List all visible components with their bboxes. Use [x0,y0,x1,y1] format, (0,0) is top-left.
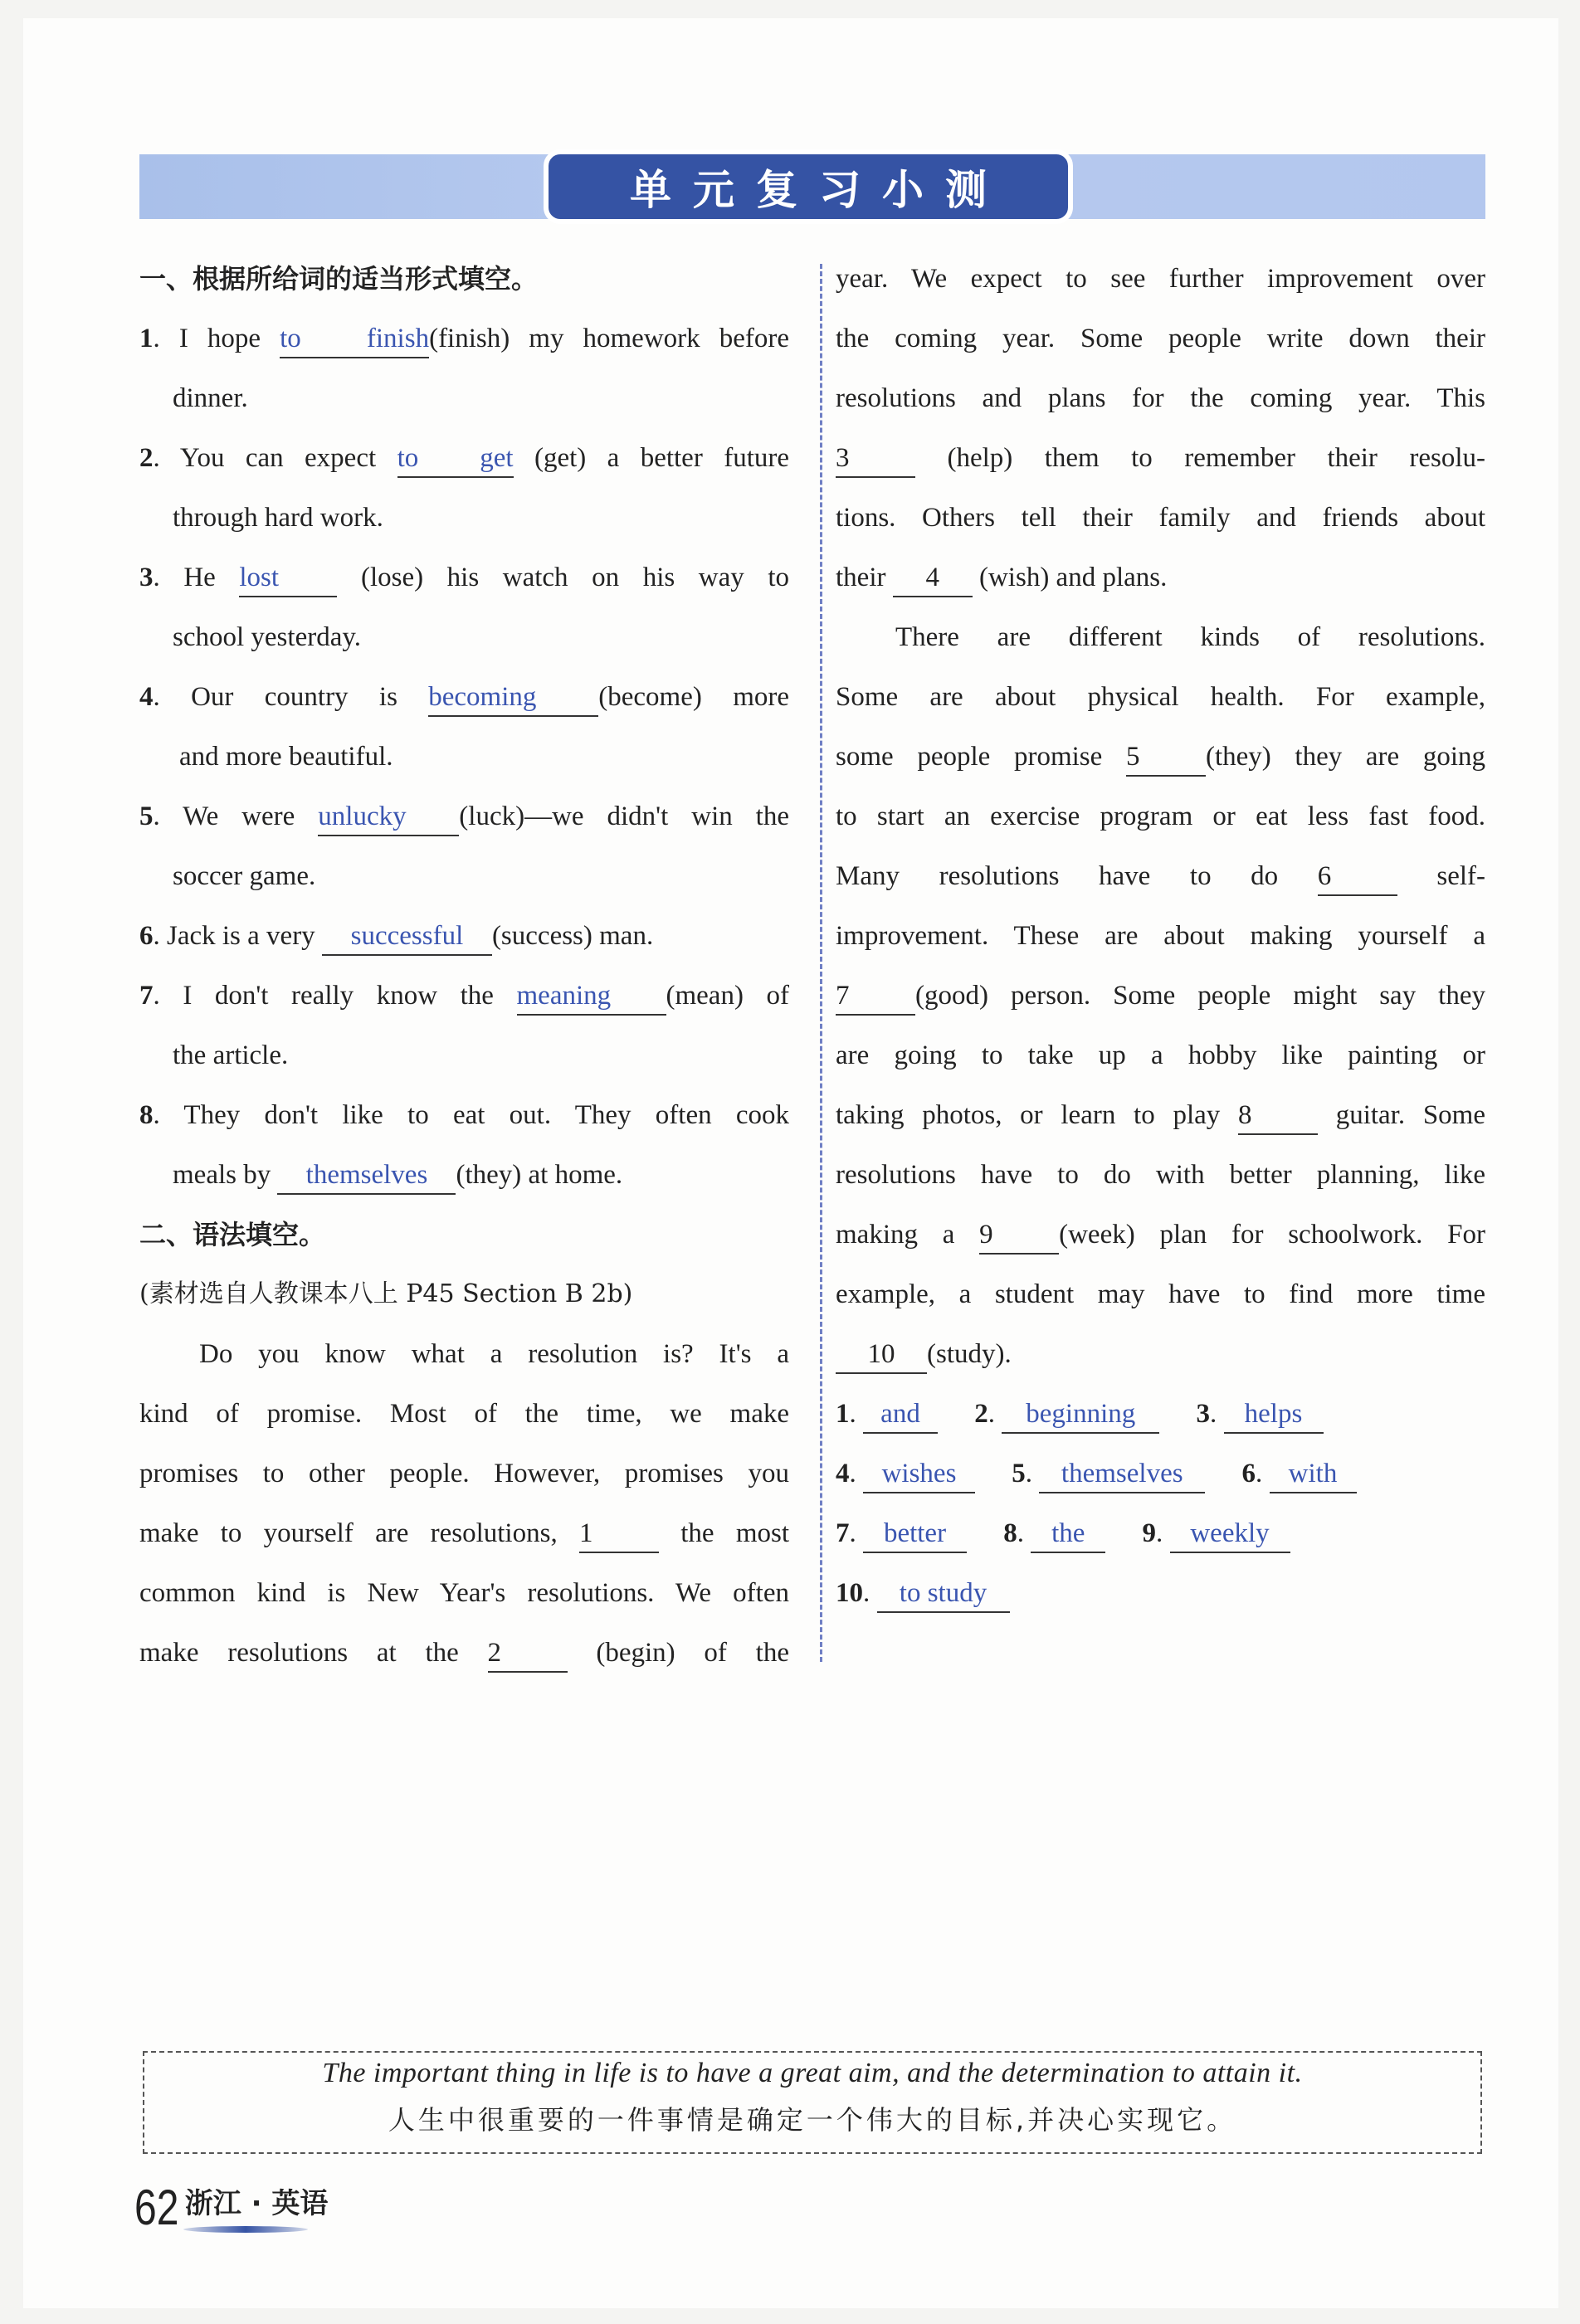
footer-accent-bar [183,2226,308,2233]
answer-key-6[interactable]: with [1270,1455,1357,1493]
page-footer [134,2180,328,2233]
passage-blank-1[interactable]: 1 [579,1515,659,1553]
motto-box [143,2051,1482,2154]
answer-key-row: 4. wishes 5. themselves 6. with [836,1444,1485,1503]
exercise-item-2: 2. You can expect to get (get) a better future [139,428,789,488]
book-label: 浙江 · 英语 [185,2180,329,2233]
passage-line: Many resolutions have to do 6 self- [836,846,1485,906]
exercise-item-3: 3. He lost (lose) his watch on his way to [139,548,789,607]
passage-blank-5[interactable]: 5 [1126,738,1206,777]
motto-english: The important thing in life is to have a great aim, and the determination to attain it. [322,2058,1303,2088]
passage-line: There are different kinds of resolutions. [895,622,1485,652]
answer-blank-7[interactable]: meaning [517,977,666,1016]
answer-key-row: 10. to study [836,1563,1485,1623]
source-note: (素材选自人教课本八上 P45 Section B 2b) [139,1279,633,1308]
answer-key-10[interactable]: to study [877,1575,1010,1613]
passage-line: 3 (help) them to remember their resolu- [836,428,1485,488]
passage-blank-10[interactable]: 10 [836,1336,927,1374]
passage-line: make resolutions at the 2 (begin) of the [139,1623,789,1683]
passage-line: make to yourself are resolutions, 1 the most [139,1503,789,1563]
answer-blank-2[interactable]: to get [397,440,514,478]
answer-key-1[interactable]: and [863,1396,938,1434]
answer-blank-8[interactable]: themselves [277,1157,456,1195]
exercise-item-1: 1. I hope to finish(finish) my homework before [139,309,789,368]
passage-line: 10 (study). [836,1324,1485,1384]
passage-line: are going to take up a hobby like painting or [836,1040,1485,1070]
passage-line: promises to other people. However, promises you [139,1459,789,1488]
answer-key-3[interactable]: helps [1224,1396,1324,1434]
passage-blank-7[interactable]: 7 [836,977,915,1016]
passage-line: common kind is New Year's resolutions. We often [139,1578,789,1608]
column-divider [820,264,822,1662]
answer-blank-6[interactable]: successful [322,918,492,956]
passage-line: improvement. These are about making yourself a [836,921,1485,951]
answer-key-4[interactable]: wishes [863,1455,975,1493]
passage-line: 7 (good) person. Some people might say they [836,966,1485,1026]
exercise-item-5: 5. We were unlucky (luck)—we didn't win the [139,787,789,846]
answer-blank-1[interactable]: to finish [280,320,429,358]
exercise-item-4: 4. Our country is becoming (become) more [139,667,789,727]
passage-line: Do you know what a resolution is? It's a [199,1339,789,1369]
exercise-item-8: 8. They don't like to eat out. They often cook [139,1100,789,1130]
right-column [836,249,1485,1623]
answer-key-2[interactable]: beginning [1002,1396,1159,1434]
exercise-item-6: 6. Jack is a very successful (success) man. [139,906,789,966]
answer-blank-4[interactable]: becoming [428,679,598,717]
passage-blank-6[interactable]: 6 [1318,858,1397,896]
answer-blank-3[interactable]: lost [239,559,337,597]
passage-line: resolutions have to do with better planning, like [836,1160,1485,1190]
passage-line: year. We expect to see further improvement over [836,264,1485,294]
answer-key-5[interactable]: themselves [1039,1455,1205,1493]
answer-key-7[interactable]: better [863,1515,967,1553]
passage-line: the coming year. Some people write down their [836,324,1485,353]
passage-blank-3[interactable]: 3 [836,440,915,478]
motto-chinese: 人生中很重要的一件事情是确定一个伟大的目标,并决心实现它。 [388,2104,1237,2136]
title-pill [544,149,1073,224]
section1-heading: 一、根据所给词的适当形式填空。 [139,263,539,295]
answer-key-row: 7. better 8. the 9. weekly [836,1503,1485,1563]
exercise-item-7: 7. I don't really know the meaning (mean) of [139,966,789,1026]
left-column: 一、根据所给词的适当形式填空。 1. I hope to finish(finish) my homework before dinner. 2. You can expect to get (get) a better future through hard work. 3. He lost (lose) his watch on his way to school yesterday. 4. Our country is becoming (become) more and more beautiful. 5. We were unlucky (luck)—we didn't win the soccer game. 6. Jack is a very successful (success) man. 7. I don't really know the meaning (mean) of the article. 8. They don't like to eat out. They often cook meals by themselves (they) at home. 二、语法填空。 (素材选自人教课本八上 P45 Section B 2b) Do you know what a resolution is? It's a kind of promise. Most of the time, we make promises to other people. However, promises you make to yourself are resolutions, 1 the most common kind is New Year's resolutions. We often make resolutions at the 2 (begin) of the [139,249,789,1683]
answer-key-9[interactable]: weekly [1170,1515,1290,1553]
passage-line: example, a student may have to find more time [836,1279,1485,1309]
passage-line: resolutions and plans for the coming year. This [836,383,1485,413]
passage-blank-2[interactable]: 2 [488,1635,568,1673]
passage-line: taking photos, or learn to play 8 guitar. Some [836,1085,1485,1145]
page-number: 62 [134,2180,179,2235]
passage-blank-8[interactable]: 8 [1238,1097,1318,1135]
passage-line: kind of promise. Most of the time, we make [139,1399,789,1429]
answer-key-row: 1. and 2. beginning 3. helps [836,1384,1485,1444]
passage-blank-9[interactable]: 9 [979,1216,1059,1255]
passage-line: to start an exercise program or eat less fast food. [836,801,1485,831]
passage-line: tions. Others tell their family and friends about [836,503,1485,533]
passage-line: some people promise 5 (they) they are going [836,727,1485,787]
page-title: 单元复习小测 [630,166,1008,214]
passage-line: Some are about physical health. For example, [836,682,1485,712]
answer-key-8[interactable]: the [1031,1515,1105,1553]
passage-line: their 4 (wish) and plans. [836,548,1485,607]
answer-blank-5[interactable]: unlucky [318,798,459,836]
section2-heading: 二、语法填空。 [139,1219,326,1250]
passage-line: making a 9 (week) plan for schoolwork. For [836,1205,1485,1264]
passage-blank-4[interactable]: 4 [893,559,973,597]
